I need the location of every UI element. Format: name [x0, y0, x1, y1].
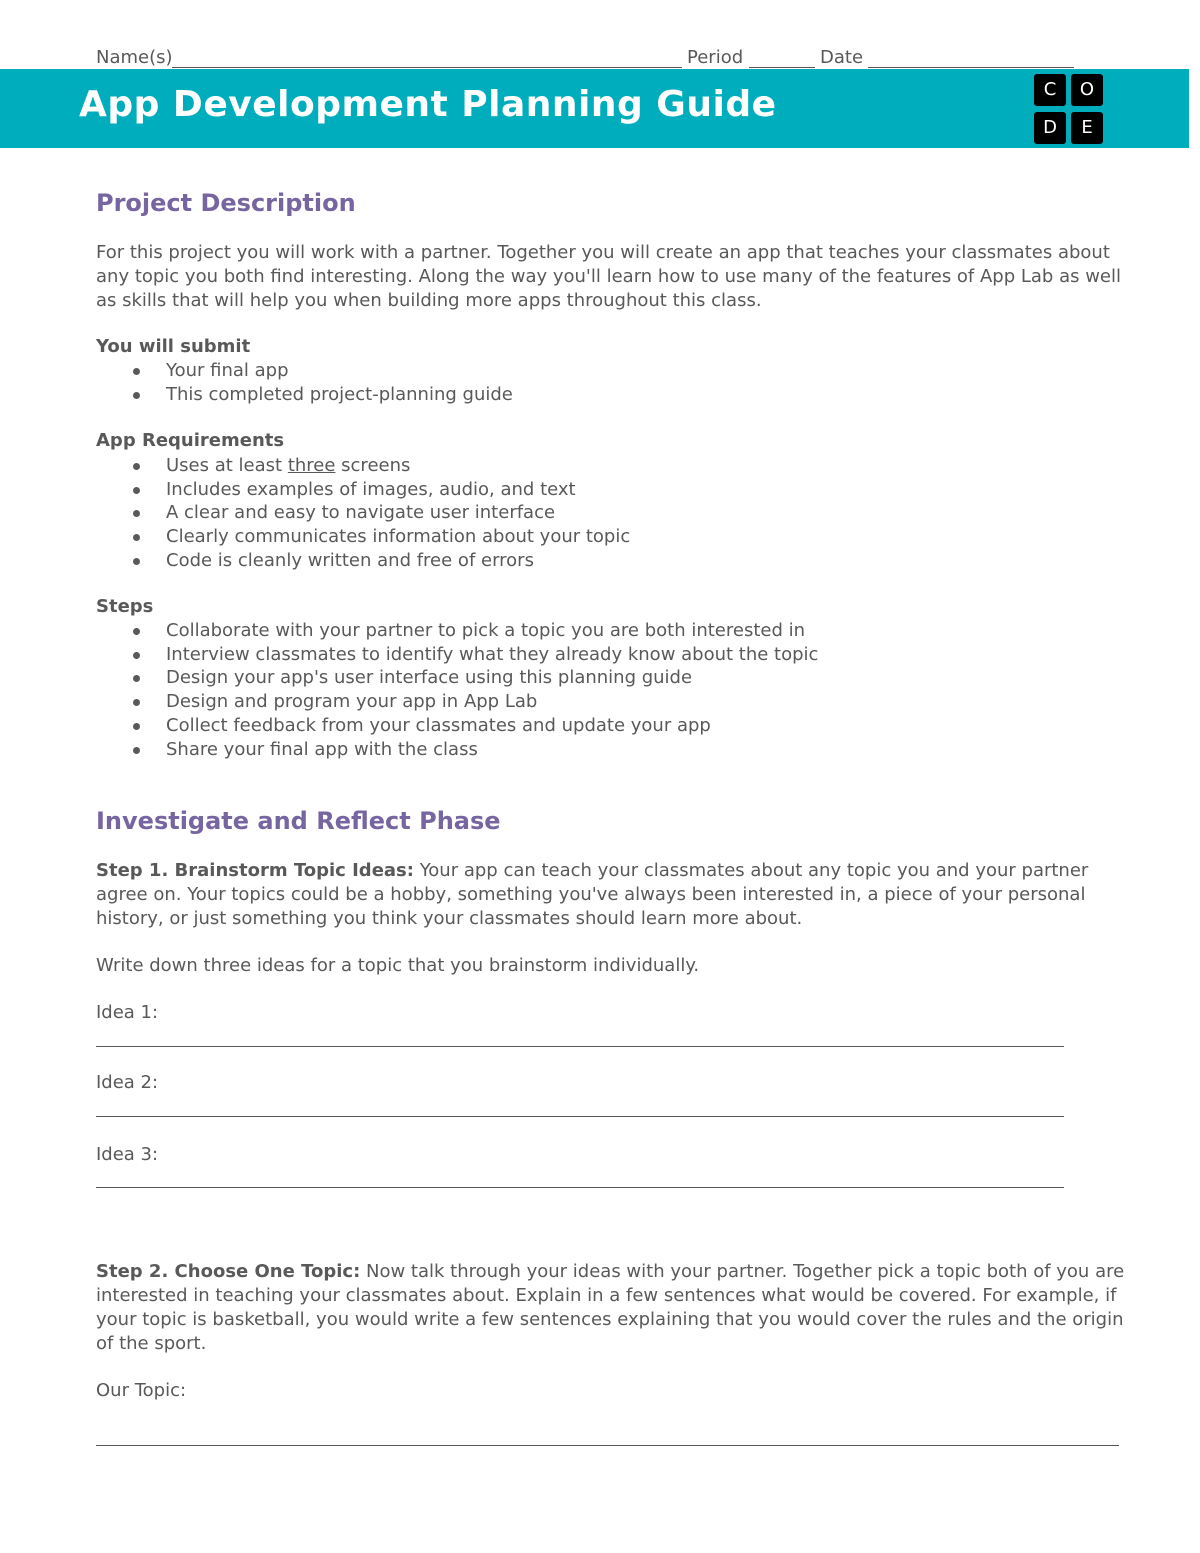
period-field[interactable] — [749, 67, 815, 68]
req-emphasis: three — [287, 455, 336, 476]
req-text: Uses at least — [166, 455, 288, 476]
idea3-label: Idea 3: — [96, 1144, 159, 1165]
idea1-field[interactable] — [96, 1046, 1064, 1047]
list-item: Interview classmates to identify what they already know about the topic — [96, 643, 1096, 667]
list-item: Share your final app with the class — [96, 738, 1096, 762]
list-item: Your final app — [96, 359, 1096, 383]
name-label: Name(s) — [96, 47, 173, 68]
step2-label: Step 2. Choose One Topic: — [96, 1261, 361, 1282]
project-intro: For this project you will work with a partner. Together you will create an app that teaches your classmates about any topic you both find interesting. Along the way you'll learn how to use many of the features of App Lab as well as skills that will help you when building more apps throughout this class. — [96, 242, 1122, 311]
list-item: Clearly communicates information about your topic — [96, 525, 1096, 549]
logo-letter-d: D — [1034, 112, 1066, 144]
steps-list — [96, 619, 1096, 761]
name-field[interactable] — [172, 67, 682, 68]
date-label: Date — [820, 47, 864, 68]
step1-text: Your app can teach your classmates about any topic you and your partner agree on. Your topics could be a hobby, something you've always been interested in, a piece of your personal history, or just something you think your classmates should learn more about. — [96, 860, 1089, 929]
project-description-heading: Project Description — [96, 189, 356, 217]
list-item: Design and program your app in App Lab — [96, 690, 1096, 714]
list-item: Code is cleanly written and free of errors — [96, 549, 1096, 573]
list-item: A clear and easy to navigate user interface — [96, 501, 1096, 525]
submit-heading: You will submit — [96, 336, 251, 357]
list-item: Collaborate with your partner to pick a topic you are both interested in — [96, 619, 1096, 643]
idea2-field[interactable] — [96, 1116, 1064, 1117]
step2-paragraph — [96, 1260, 1126, 1356]
our-topic-field[interactable] — [96, 1445, 1119, 1446]
write-prompt: Write down three ideas for a topic that you brainstorm individually. — [96, 955, 700, 976]
list-item — [96, 454, 1096, 478]
page-title: App Development Planning Guide — [79, 84, 777, 125]
logo-letter-c: C — [1034, 74, 1066, 106]
steps-heading: Steps — [96, 596, 154, 617]
our-topic-label: Our Topic: — [96, 1380, 187, 1401]
requirements-list — [96, 454, 1096, 573]
period-label: Period — [687, 47, 744, 68]
idea3-field[interactable] — [96, 1187, 1064, 1188]
list-item: This completed project-planning guide — [96, 383, 1096, 407]
step1-paragraph — [96, 859, 1126, 931]
list-item: Design your app's user interface using this planning guide — [96, 666, 1096, 690]
step2-text: Now talk through your ideas with your partner. Together pick a topic both of you are interested in teaching your classmates about. Explain in a few sentences what would be covered. For example, if your topic is basketball, you would write a few sentences explaining that you would cover the rules and the origin of the sport. — [96, 1261, 1125, 1354]
idea1-label: Idea 1: — [96, 1002, 159, 1023]
code-logo — [1034, 74, 1104, 145]
idea2-label: Idea 2: — [96, 1072, 159, 1093]
requirements-heading: App Requirements — [96, 430, 285, 451]
investigate-heading: Investigate and Reflect Phase — [96, 807, 501, 835]
logo-letter-e: E — [1071, 112, 1103, 144]
submit-list — [96, 359, 1096, 406]
list-item: Includes examples of images, audio, and text — [96, 478, 1096, 502]
logo-letter-o: O — [1071, 74, 1103, 106]
date-field[interactable] — [868, 67, 1074, 68]
req-text: screens — [335, 455, 411, 476]
list-item: Collect feedback from your classmates and update your app — [96, 714, 1096, 738]
step1-label: Step 1. Brainstorm Topic Ideas: — [96, 860, 414, 881]
